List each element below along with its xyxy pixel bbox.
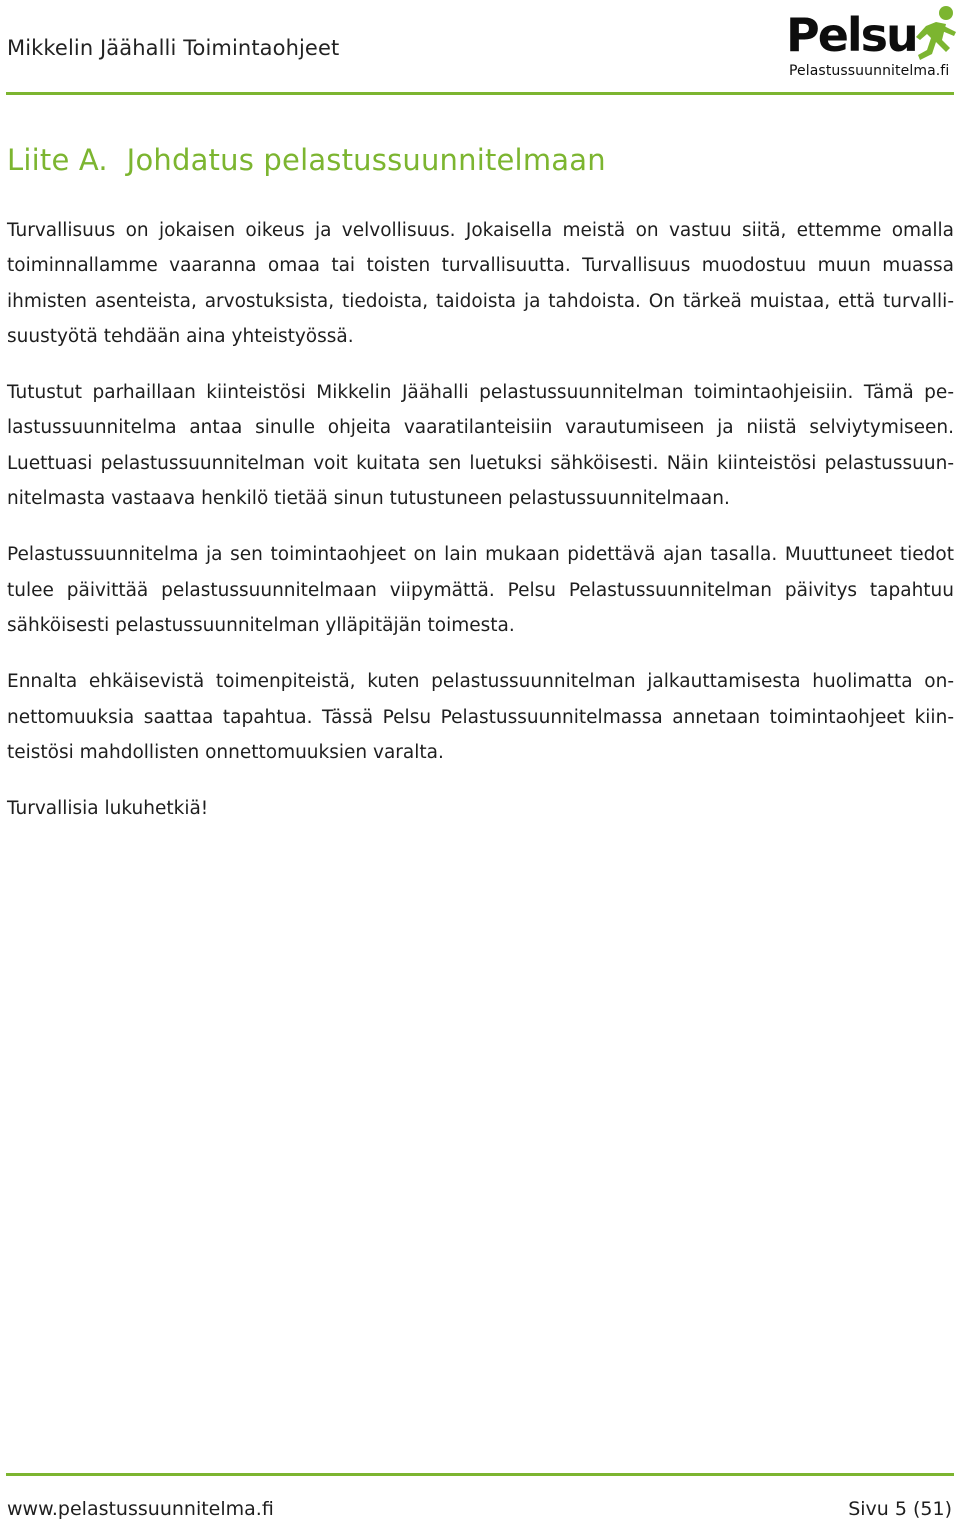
section-heading: Liite A. Johdatus pelastussuunnitelmaan bbox=[7, 143, 606, 177]
page-number: Sivu 5 (51) bbox=[848, 1498, 952, 1520]
paragraph: Turvallisuus on jokaisen oikeus ja velvollisuus. Jokaisella meistä on vastuu siitä, ettemme omalla toiminnallamme vaaranna omaa tai toisten turvallisuutta. Turvallisuus muodostuu muun muassa ihmisten asenteista, arvostuksista, tiedoista, taidoista ja tahdoista. On tärkeä muistaa, että turvallisuustyötä tehdään aina yhteistyössä. bbox=[7, 220, 954, 347]
pelsu-logo bbox=[786, 4, 956, 80]
logo-tagline: Pelastussuunnitelma.fi bbox=[789, 63, 950, 79]
paragraph: Ennalta ehkäisevistä toimenpiteistä, kuten pelastussuunnitelman jalkauttamisesta huolimatta onnettomuuksia saattaa tapahtua. Tässä Pelsu Pelastussuunnitelmassa annetaan toimintaohjeet kiinteistösi mahdollisten onnettomuuksien varalta. bbox=[7, 671, 954, 763]
document-title: Mikkelin Jäähalli Toimintaohjeet bbox=[7, 36, 340, 60]
footer-website-link[interactable]: www.pelastussuunnitelma.fi bbox=[7, 1498, 274, 1520]
footer-divider bbox=[6, 1473, 954, 1476]
page-header bbox=[0, 0, 960, 96]
running-person-icon bbox=[906, 4, 958, 70]
main-content bbox=[7, 140, 954, 847]
logo-wordmark: Pelsu bbox=[786, 8, 917, 62]
closing-line: Turvallisia lukuhetkiä! bbox=[7, 798, 209, 820]
header-divider bbox=[6, 92, 954, 95]
paragraph: Pelastussuunnitelma ja sen toimintaohjeet on lain mukaan pidettävä ajan tasalla. Muuttuneet tiedot tulee päivittää pelastussuunnitelmaan viipymättä. Pelsu Pelastussuunnitelman päivitys tapahtuu sähköisesti pelastussuunnitelman ylläpitäjän toimesta. bbox=[7, 544, 954, 636]
paragraph: Tutustut parhaillaan kiinteistösi Mikkelin Jäähalli pelastussuunnitelman toimintaohjeisiin. Tämä pelastussuunnitelma antaa sinulle ohjeita vaaratilanteisiin varautumiseen ja niistä selviytymiseen. Luettuasi pelastussuunnitelman voit kuitata sen luetuksi sähköisesti. Näin kiinteistösi pelastussuunnitelmasta vastaava henkilö tietää sinun tutustuneen pelastussuunnitelmaan. bbox=[7, 382, 954, 510]
